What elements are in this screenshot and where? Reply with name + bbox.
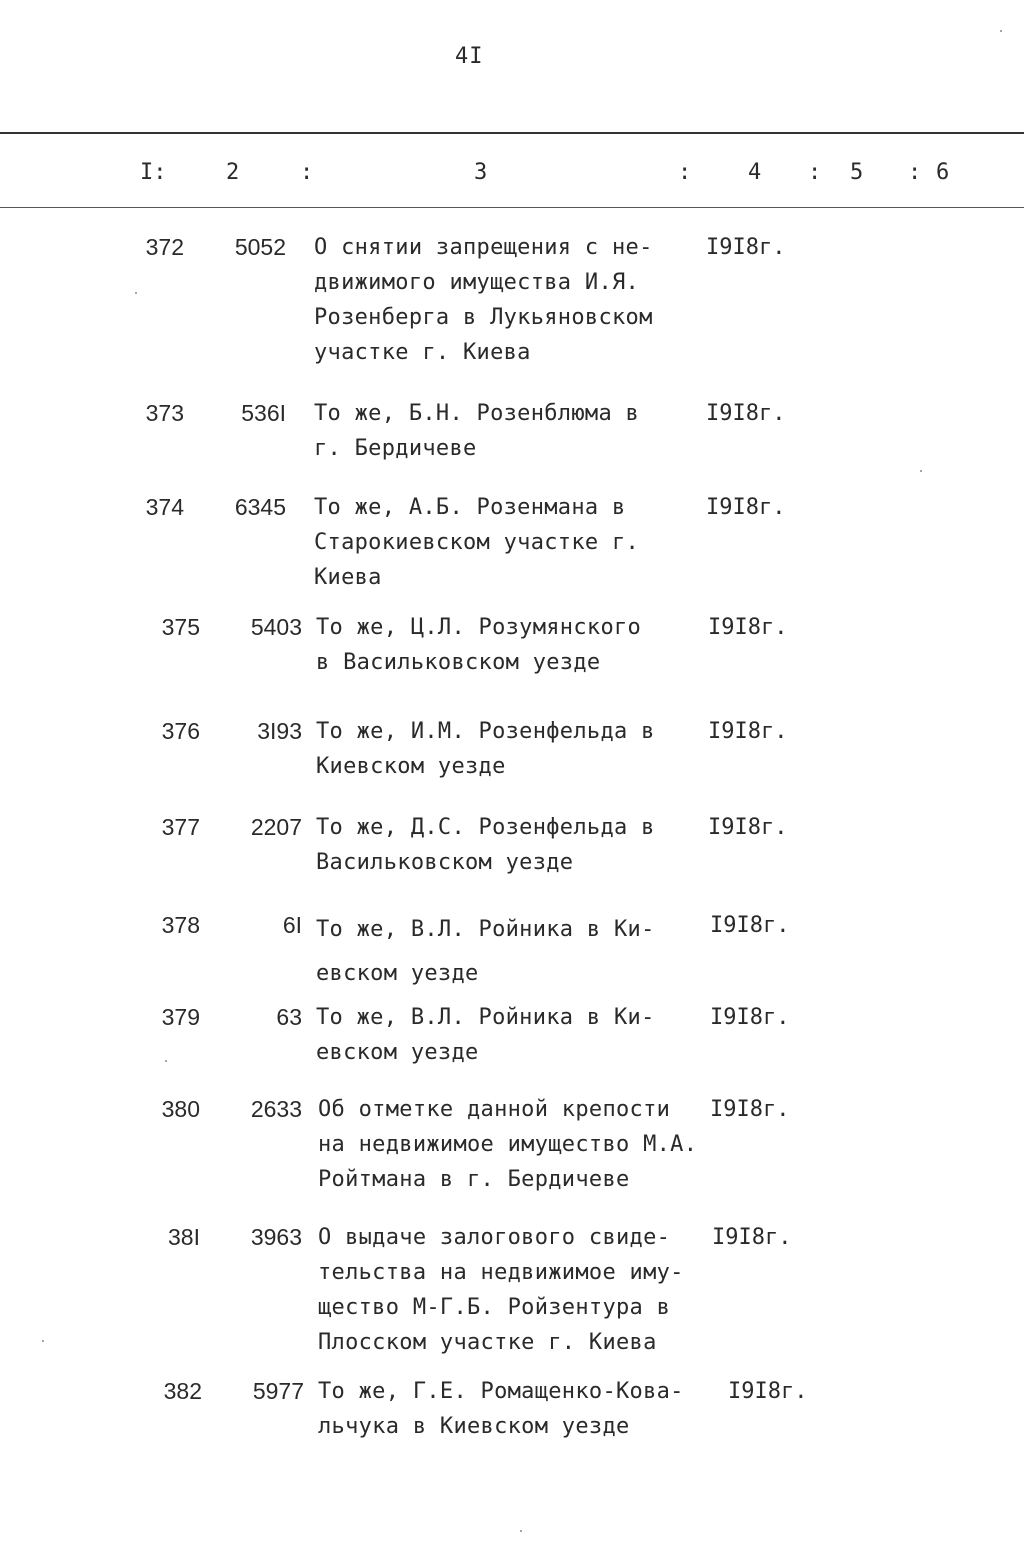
scan-speck xyxy=(135,292,137,294)
case-number: 6I xyxy=(282,912,302,938)
header-col-1: I: xyxy=(140,160,167,185)
entry-year: I9I8г. xyxy=(708,719,788,744)
case-number: 3963 xyxy=(250,1224,302,1250)
entry-number: 376 xyxy=(161,718,200,744)
entry-description: То же, А.Б. Розенмана в Старокиевском участке г. Киева xyxy=(314,495,640,590)
entry-year: I9I8г. xyxy=(712,1225,792,1250)
entry-year: I9I8г. xyxy=(706,495,786,520)
entry-number: 372 xyxy=(145,234,184,260)
entry-description: То же, В.Л. Ройника в Ки- евском уезде xyxy=(316,1005,655,1065)
entry-number: 382 xyxy=(163,1378,202,1404)
header-col-6: 6 xyxy=(936,160,950,185)
entry-description: То же, И.М. Розенфельда в Киевском уезде xyxy=(316,719,655,779)
header-col-3: 3 xyxy=(474,160,488,185)
entry-number: 378 xyxy=(161,912,200,938)
case-number: 2207 xyxy=(250,814,302,840)
case-number: 3I93 xyxy=(257,718,302,744)
header-separator: : xyxy=(808,160,822,185)
header-separator: : xyxy=(908,160,922,185)
entry-year: I9I8г. xyxy=(710,913,790,938)
header-separator: : xyxy=(300,160,314,185)
entry-description: То же, В.Л. Ройника в Ки- евском уезде xyxy=(316,917,655,986)
entry-year: I9I8г. xyxy=(706,401,786,426)
entry-number: 375 xyxy=(161,614,200,640)
entry-description: Об отметке данной крепости на недвижимое имущество М.А. Ройтмана в г. Бердичеве xyxy=(318,1097,698,1192)
entry-number: 377 xyxy=(161,814,200,840)
scan-speck xyxy=(165,1060,167,1062)
entry-number: 380 xyxy=(161,1096,200,1122)
entry-number: 38I xyxy=(168,1224,200,1250)
entry-year: I9I8г. xyxy=(708,815,788,840)
entry-description: О снятии запрещения с не- движимого имущества И.Я. Розенберга в Лукьяновском участке г. Киева xyxy=(314,235,653,365)
entry-year: I9I8г. xyxy=(710,1005,790,1030)
entry-description: О выдаче залогового свиде- тельства на недвижимое иму- щество М-Г.Б. Ройзентура в Плосском участке г. Киева xyxy=(318,1225,684,1355)
case-number: 5977 xyxy=(252,1378,304,1404)
case-number: 63 xyxy=(276,1004,302,1030)
entry-number: 373 xyxy=(145,400,184,426)
case-number: 5052 xyxy=(234,234,286,260)
entry-description: То же, Ц.Л. Розумянского в Васильковском уезде xyxy=(316,615,642,675)
entry-year: I9I8г. xyxy=(706,235,786,260)
case-number: 536I xyxy=(241,400,286,426)
header-separator: : xyxy=(678,160,692,185)
entry-year: I9I8г. xyxy=(728,1379,808,1404)
header-col-4: 4 xyxy=(748,160,762,185)
entry-description: То же, Д.С. Розенфельда в Васильковском уезде xyxy=(316,815,655,875)
entry-number: 379 xyxy=(161,1004,200,1030)
case-number: 2633 xyxy=(250,1096,302,1122)
header-top-rule xyxy=(0,132,1024,134)
case-number: 5403 xyxy=(250,614,302,640)
scan-speck xyxy=(520,1530,522,1532)
entry-year: I9I8г. xyxy=(708,615,788,640)
header-bottom-rule xyxy=(0,207,1024,208)
entry-year: I9I8г. xyxy=(710,1097,790,1122)
case-number: 6345 xyxy=(234,494,286,520)
scan-speck xyxy=(42,1340,44,1342)
page-number: 4I xyxy=(455,44,484,69)
header-col-5: 5 xyxy=(850,160,864,185)
entry-description: То же, Б.Н. Розенблюма в г. Бердичеве xyxy=(314,401,640,461)
header-col-2: 2 xyxy=(226,160,240,185)
scan-speck xyxy=(1000,30,1002,32)
entry-number: 374 xyxy=(145,494,184,520)
entry-description: То же, Г.Е. Ромащенко-Кова- льчука в Киевском уезде xyxy=(318,1379,684,1439)
scan-speck xyxy=(920,470,922,472)
